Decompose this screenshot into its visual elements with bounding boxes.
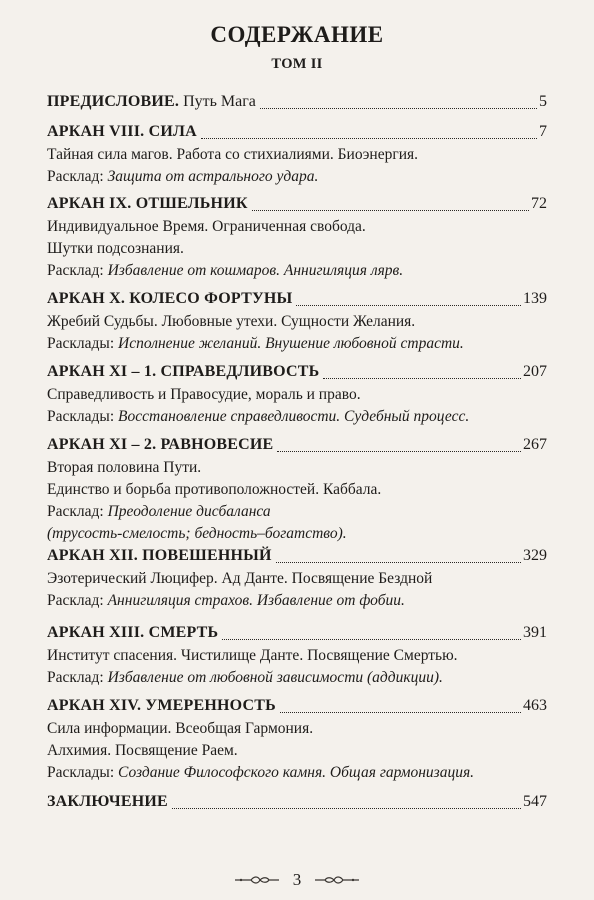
page-footer — [0, 868, 594, 892]
dot-leader — [296, 304, 521, 306]
toc-entry — [47, 621, 547, 689]
toc-heading[interactable] — [47, 790, 547, 814]
toc-description-line — [47, 590, 547, 612]
description-text: Единство и борьба противоположностей. Каббала. — [47, 481, 382, 498]
toc-description-line — [47, 645, 547, 667]
description-text: Алхимия. Посвящение Раем. — [47, 742, 238, 759]
description-text: Шутки подсознания. — [47, 240, 184, 257]
dot-leader — [201, 137, 537, 139]
toc-page-number: 463 — [523, 697, 547, 714]
toc-heading-title: АРКАН XIII. СМЕРТЬ — [47, 624, 219, 641]
toc-description-line — [47, 718, 547, 740]
toc-description-line — [47, 406, 547, 428]
toc-page-number: 7 — [539, 123, 547, 140]
toc-description-line — [47, 384, 547, 406]
toc-heading[interactable] — [47, 544, 547, 568]
description-text: Сила информации. Всеобщая Гармония. — [47, 720, 314, 737]
spread-text: Избавление от любовной зависимости (аддикции). — [107, 669, 443, 686]
dot-leader — [222, 638, 521, 640]
spread-text: Создание Философского камня. Общая гармонизация. — [118, 764, 475, 781]
dot-leader — [277, 450, 521, 452]
toc-page-number: 5 — [539, 93, 547, 110]
left-ornament-icon — [233, 874, 281, 886]
description-text: Жребий Судьбы. Любовные утехи. Сущности Желания. — [47, 313, 416, 330]
description-text: Справедливость и Правосудие, мораль и право. — [47, 386, 361, 403]
spread-text: Избавление от кошмаров. Аннигиляция лярв. — [107, 262, 404, 279]
toc-description-line — [47, 740, 547, 762]
toc-entry — [47, 694, 547, 784]
toc-heading-title: АРКАН IX. ОТШЕЛЬНИК — [47, 195, 248, 212]
toc-description-line — [47, 144, 547, 166]
toc-heading-title: АРКАН VIII. СИЛА — [47, 123, 197, 140]
description-text: Тайная сила магов. Работа со стихиалиями. Биоэнергия. — [47, 146, 419, 163]
toc-heading[interactable] — [47, 120, 547, 144]
right-ornament-icon — [313, 874, 361, 886]
toc-entry — [47, 433, 547, 545]
toc-description-line — [47, 216, 547, 238]
toc-description-line — [47, 260, 547, 282]
spread-label: Расклады: — [47, 408, 119, 425]
toc-description-line — [47, 523, 547, 545]
description-text: Вторая половина Пути. — [47, 459, 202, 476]
toc-entry — [47, 790, 547, 814]
spread-label: Расклады: — [47, 764, 119, 781]
toc-heading[interactable] — [47, 433, 547, 457]
spread-text: Защита от астрального удара. — [107, 168, 319, 185]
toc-entry — [47, 360, 547, 428]
toc-heading-subtitle: Путь Мага — [183, 93, 256, 110]
toc-description-line — [47, 479, 547, 501]
spread-text: Аннигиляция страхов. Избавление от фобии. — [107, 592, 405, 609]
toc-description-line — [47, 568, 547, 590]
toc-entry — [47, 192, 547, 282]
spread-label: Расклады: — [47, 335, 119, 352]
spread-text: Исполнение желаний. Внушение любовной страсти. — [118, 335, 464, 352]
toc-page-number: 267 — [523, 436, 547, 453]
spread-label: Расклад: — [47, 503, 108, 520]
spread-text: (трусость-смелость; бедность–богатство). — [47, 525, 347, 542]
toc-description-line — [47, 311, 547, 333]
toc-entry — [47, 90, 547, 114]
toc-heading-title: АРКАН XII. ПОВЕШЕННЫЙ — [47, 547, 272, 564]
description-text: Индивидуальное Время. Ограниченная свобода. — [47, 218, 366, 235]
toc-description-line — [47, 166, 547, 188]
toc-entry — [47, 544, 547, 612]
toc-heading-title: АРКАН X. КОЛЕСО ФОРТУНЫ — [47, 290, 293, 307]
toc-description-line — [47, 501, 547, 523]
dot-leader — [260, 107, 537, 109]
toc-description-line — [47, 333, 547, 355]
toc-heading-title: АРКАН XI – 1. СПРАВЕДЛИВОСТЬ — [47, 363, 320, 380]
dot-leader — [280, 711, 521, 713]
spread-label: Расклад: — [47, 168, 108, 185]
toc-heading[interactable] — [47, 287, 547, 311]
description-text: Институт спасения. Чистилище Данте. Посвящение Смертью. — [47, 647, 458, 664]
toc-heading-title: ЗАКЛЮЧЕНИЕ — [47, 793, 168, 810]
toc-heading-title: АРКАН XI – 2. РАВНОВЕСИЕ — [47, 436, 274, 453]
toc-description-line — [47, 238, 547, 260]
dot-leader — [172, 807, 521, 809]
dot-leader — [323, 377, 521, 379]
toc-heading-title: ПРЕДИСЛОВИЕ. — [47, 93, 180, 110]
dot-leader — [252, 209, 529, 211]
toc-description-line — [47, 667, 547, 689]
spread-label: Расклад: — [47, 669, 108, 686]
toc-page-number: 547 — [523, 793, 547, 810]
page-number: 3 — [292, 870, 302, 889]
toc-heading[interactable] — [47, 90, 547, 114]
toc-page-number: 391 — [523, 624, 547, 641]
toc-heading[interactable] — [47, 621, 547, 645]
dot-leader — [276, 561, 521, 563]
toc-entry — [47, 287, 547, 355]
description-text: Эзотерический Люцифер. Ад Данте. Посвящение Бездной — [47, 570, 433, 587]
spread-text: Преодоление дисбаланса — [107, 503, 271, 520]
toc-heading[interactable] — [47, 192, 547, 216]
toc-description-line — [47, 762, 547, 784]
toc-entry — [47, 120, 547, 188]
toc-page-number: 72 — [531, 195, 547, 212]
spread-label: Расклад: — [47, 592, 108, 609]
toc-heading[interactable] — [47, 360, 547, 384]
toc-page-number: 329 — [523, 547, 547, 564]
toc-page-number: 139 — [523, 290, 547, 307]
toc-page-number: 207 — [523, 363, 547, 380]
page-title: СОДЕРЖАНИЕ — [210, 22, 384, 47]
spread-label: Расклад: — [47, 262, 108, 279]
spread-text: Восстановление справедливости. Судебный процесс. — [118, 408, 470, 425]
volume-title: ТОМ II — [271, 56, 323, 72]
toc-heading[interactable] — [47, 694, 547, 718]
toc-description-line — [47, 457, 547, 479]
toc-heading-title: АРКАН XIV. УМЕРЕННОСТЬ — [47, 697, 276, 714]
